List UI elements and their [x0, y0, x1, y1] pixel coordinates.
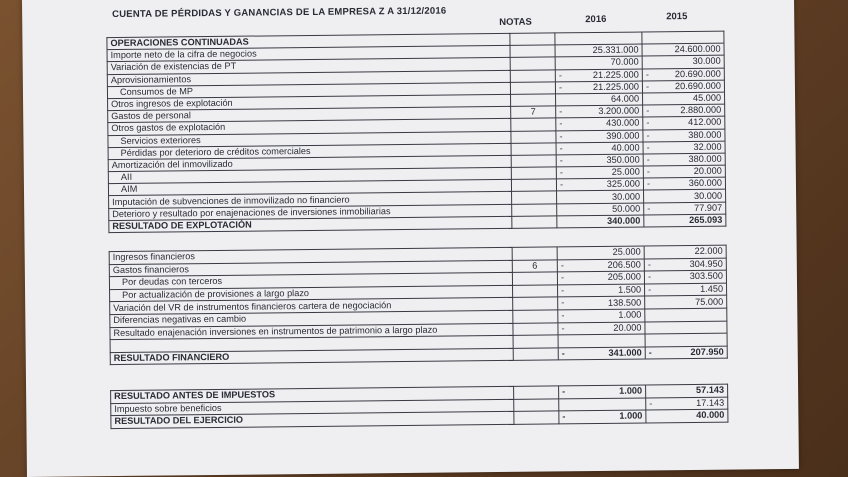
value-2015-cell [643, 165, 725, 178]
row-label: AII [108, 167, 511, 183]
value-2016-cell [556, 105, 643, 118]
value-2015: 303.500 [689, 271, 723, 282]
value-2015: 207.950 [690, 346, 724, 358]
value-2015-cell [646, 409, 728, 422]
negative-sign: - [559, 167, 563, 178]
negative-sign: - [559, 143, 563, 154]
row-note [514, 398, 559, 411]
value-2016: 50.000 [612, 203, 641, 214]
value-2016-cell [555, 56, 642, 69]
negative-sign: - [560, 272, 565, 283]
row-label: Variación del VR de instrumentos financieros cartera de negociación [110, 298, 513, 315]
row-note [513, 322, 558, 335]
value-2015: 20.690.000 [674, 80, 721, 92]
value-2015-cell [644, 202, 726, 215]
value-2016: 21.225.000 [592, 69, 639, 80]
value-2016: 25.331.000 [592, 44, 639, 56]
negative-sign: - [559, 118, 563, 129]
negative-sign: - [647, 259, 651, 270]
value-2016: 1.500 [618, 284, 642, 295]
header-notas: NOTAS [499, 16, 532, 29]
value-2015-cell [642, 43, 724, 56]
value-2015-cell [644, 270, 726, 283]
value-2016: 205.000 [607, 272, 641, 283]
negative-sign: - [559, 179, 564, 190]
value-2015: 57.143 [695, 384, 725, 396]
negative-sign: - [646, 105, 650, 116]
row-label: Gastos de personal [108, 107, 511, 123]
row-label: Pérdidas por deterioro de créditos comerciales [108, 143, 511, 159]
value-2015: 45.000 [692, 92, 722, 104]
value-2015: 412.000 [688, 117, 722, 128]
value-2016-cell [559, 410, 646, 424]
value-2016-cell [558, 284, 645, 298]
value-2016-cell [555, 44, 642, 57]
value-2015: 32.000 [693, 141, 722, 152]
row-note [512, 191, 557, 204]
value-2015: 265.093 [689, 214, 723, 225]
value-2016: 1.000 [618, 309, 642, 321]
value-2015-cell [643, 177, 725, 190]
value-2016-cell [556, 130, 643, 143]
value-2016: 3.200.000 [598, 105, 640, 117]
value-2016-cell [555, 81, 642, 94]
value-2016-cell [556, 117, 643, 130]
value-2016: 64.000 [610, 93, 640, 104]
document-title: CUENTA DE PÉRDIDAS Y GANANCIAS DE LA EMPRESA Z A 31/12/2016 [112, 5, 447, 21]
value-2016: 350.000 [606, 154, 640, 165]
value-2016-cell [557, 215, 644, 228]
value-2015-cell [645, 321, 727, 334]
row-note [512, 204, 557, 217]
row-label: Importe neto de la cifra de negocios [107, 46, 510, 62]
value-2016-cell [558, 296, 645, 310]
row-label: Gastos financieros [109, 260, 512, 277]
value-2016-cell [557, 259, 644, 273]
value-2016-cell [558, 322, 645, 336]
row-label: RESULTADO DEL EJERCICIO [111, 412, 514, 429]
negative-sign: - [645, 81, 650, 92]
value-2015-cell [646, 397, 728, 410]
value-2016: 30.000 [611, 191, 641, 202]
negative-sign: - [562, 386, 566, 397]
row-label: Aprovisionamientos [107, 70, 510, 86]
financial-results-table [109, 245, 728, 366]
value-2016: 1.000 [619, 411, 643, 422]
value-2015-cell [642, 56, 724, 69]
value-2015: 20.000 [693, 165, 722, 177]
value-2016-cell [558, 347, 645, 361]
value-2016-cell [558, 334, 645, 348]
row-note: 6 [512, 260, 557, 273]
row-note [511, 94, 556, 107]
row-note [511, 143, 556, 156]
value-2015: 40.000 [696, 410, 725, 421]
negative-sign: - [646, 117, 650, 128]
value-2016: 20.000 [613, 322, 642, 333]
row-label: Amortización del inmovilizado [108, 155, 511, 171]
value-2015-cell [645, 308, 727, 321]
value-2015-cell [644, 245, 726, 258]
row-note [511, 130, 556, 143]
value-2015: 75.000 [695, 296, 724, 307]
negative-sign: - [646, 166, 650, 177]
value-2016: 21.225.000 [592, 81, 639, 92]
value-2016: 390.000 [606, 130, 640, 141]
value-2016: 340.000 [607, 215, 641, 226]
negative-sign: - [559, 106, 563, 117]
negative-sign: - [558, 69, 562, 80]
row-note: 7 [511, 106, 556, 119]
value-2016: 25.000 [612, 246, 641, 258]
row-label: Deterioro y resultado por enajenaciones de inversiones inmobiliarias [109, 204, 512, 220]
value-2015: 2.880.000 [680, 104, 722, 116]
negative-sign: - [561, 297, 565, 308]
value-2015-cell [644, 190, 726, 203]
negative-sign: - [645, 69, 649, 80]
value-2015: 22.000 [694, 245, 723, 257]
row-note [512, 216, 557, 229]
row-label: Impuesto sobre beneficios [111, 399, 514, 416]
negative-sign: - [646, 129, 650, 140]
row-label: Por deudas con terceros [109, 273, 512, 290]
row-note [512, 247, 557, 260]
value-2016-cell [557, 246, 644, 260]
value-2016-cell [557, 271, 644, 285]
row-label: OPERACIONES CONTINUADAS [107, 33, 510, 49]
row-label: Servicios exteriores [108, 131, 511, 147]
row-label: Otros gastos de explotación [108, 119, 511, 135]
value-2016-cell [558, 309, 645, 323]
negative-sign: - [560, 259, 564, 270]
row-label: Resultado enajenación inversiones en instrumentos de patrimonio a largo plazo [110, 323, 513, 340]
value-2015-cell [643, 92, 725, 105]
value-2015: 380.000 [688, 129, 722, 140]
value-2015: 380.000 [688, 153, 722, 164]
row-note [511, 167, 556, 180]
value-2015: 17.143 [696, 397, 725, 408]
value-2015: 30.000 [692, 56, 721, 67]
value-2016: 341.000 [608, 347, 642, 358]
row-note [510, 57, 555, 70]
row-label: Otros ingresos de explotación [108, 94, 511, 110]
value-2016-cell [556, 93, 643, 106]
negative-sign: - [646, 142, 650, 153]
row-note [513, 285, 558, 298]
negative-sign: - [646, 154, 650, 165]
negative-sign: - [647, 271, 652, 282]
row-label: Imputación de subvenciones de inmovilizado no financiero [109, 192, 512, 208]
value-2015-cell [643, 153, 725, 166]
row-note [514, 411, 559, 424]
header-year-2016: 2016 [585, 13, 607, 26]
value-2016-cell [556, 178, 643, 191]
value-2015: 30.000 [693, 190, 723, 201]
row-label: RESULTADO DE EXPLOTACIÓN [109, 216, 512, 232]
value-2016: 138.500 [607, 297, 642, 308]
value-2016-cell [559, 398, 646, 412]
value-2015-cell [642, 80, 724, 93]
value-2015: 20.690.000 [674, 68, 721, 79]
row-note [510, 69, 555, 82]
value-2016-cell [556, 154, 643, 167]
value-2015-cell [645, 346, 727, 359]
value-2016: 1.000 [619, 385, 643, 397]
value-2015: 77.907 [694, 202, 723, 213]
row-note [510, 45, 555, 58]
row-note [510, 82, 555, 95]
negative-sign: - [558, 82, 563, 93]
header-year-2015: 2015 [666, 11, 688, 23]
negative-sign: - [647, 203, 651, 214]
value-2016-cell [555, 32, 642, 45]
row-note [510, 33, 555, 46]
row-note [511, 179, 556, 192]
value-2016: 206.500 [607, 259, 641, 270]
value-2015: 304.950 [689, 258, 723, 269]
value-2015-cell [643, 141, 725, 154]
value-2015: 24.600.000 [674, 43, 721, 55]
row-label: Variación de existencias de PT [107, 58, 510, 74]
value-2015-cell [643, 116, 725, 129]
row-label: Diferencias negativas en cambio [110, 310, 513, 327]
negative-sign: - [559, 155, 563, 166]
value-2015-cell [643, 129, 725, 142]
row-note [513, 335, 558, 348]
row-label: Consumos de MP [107, 82, 510, 98]
negative-sign: - [561, 322, 565, 333]
row-note [514, 386, 559, 399]
row-label: AIM [108, 180, 511, 196]
operating-results-table [106, 31, 726, 233]
row-note [512, 272, 557, 285]
value-2015: 1.450 [700, 283, 724, 294]
value-2016-cell [555, 69, 642, 82]
value-2016-cell [557, 190, 644, 203]
negative-sign: - [559, 130, 563, 141]
negative-sign: - [648, 347, 652, 358]
value-2015-cell [642, 68, 724, 81]
negative-sign: - [561, 348, 565, 359]
row-label: Ingresos financieros [109, 247, 512, 264]
value-2015-cell [646, 384, 728, 397]
value-2015-cell [645, 296, 727, 309]
document-sheet [22, 0, 799, 477]
value-2016-cell [556, 166, 643, 179]
row-label: Por actualización de provisiones a largo plazo [110, 285, 513, 302]
value-2015-cell [644, 214, 726, 227]
value-2016: 70.000 [610, 57, 639, 68]
net-results-table [110, 384, 728, 429]
value-2015: 360.000 [688, 178, 723, 189]
value-2016-cell [557, 203, 644, 216]
row-note [513, 348, 558, 361]
value-2015-cell [642, 31, 724, 44]
value-2015-cell [645, 283, 727, 296]
negative-sign: - [648, 284, 652, 295]
value-2016: 25.000 [611, 166, 640, 177]
value-2016: 430.000 [606, 117, 640, 129]
value-2015-cell [645, 333, 727, 346]
value-2015-cell [644, 258, 726, 271]
negative-sign: - [561, 285, 565, 296]
row-note [511, 155, 556, 168]
negative-sign: - [561, 310, 565, 321]
value-2015-cell [643, 104, 725, 117]
value-2016: 325.000 [606, 178, 641, 190]
value-2016: 40.000 [611, 142, 640, 153]
value-2016-cell [559, 385, 646, 399]
row-note [513, 297, 558, 310]
negative-sign: - [646, 178, 651, 189]
value-2016-cell [556, 142, 643, 155]
row-note [513, 310, 558, 323]
negative-sign: - [562, 411, 566, 422]
row-label: RESULTADO ANTES DE IMPUESTOS [111, 386, 514, 403]
negative-sign: - [649, 398, 653, 409]
row-note [511, 118, 556, 131]
row-label: RESULTADO FINANCIERO [110, 348, 513, 365]
